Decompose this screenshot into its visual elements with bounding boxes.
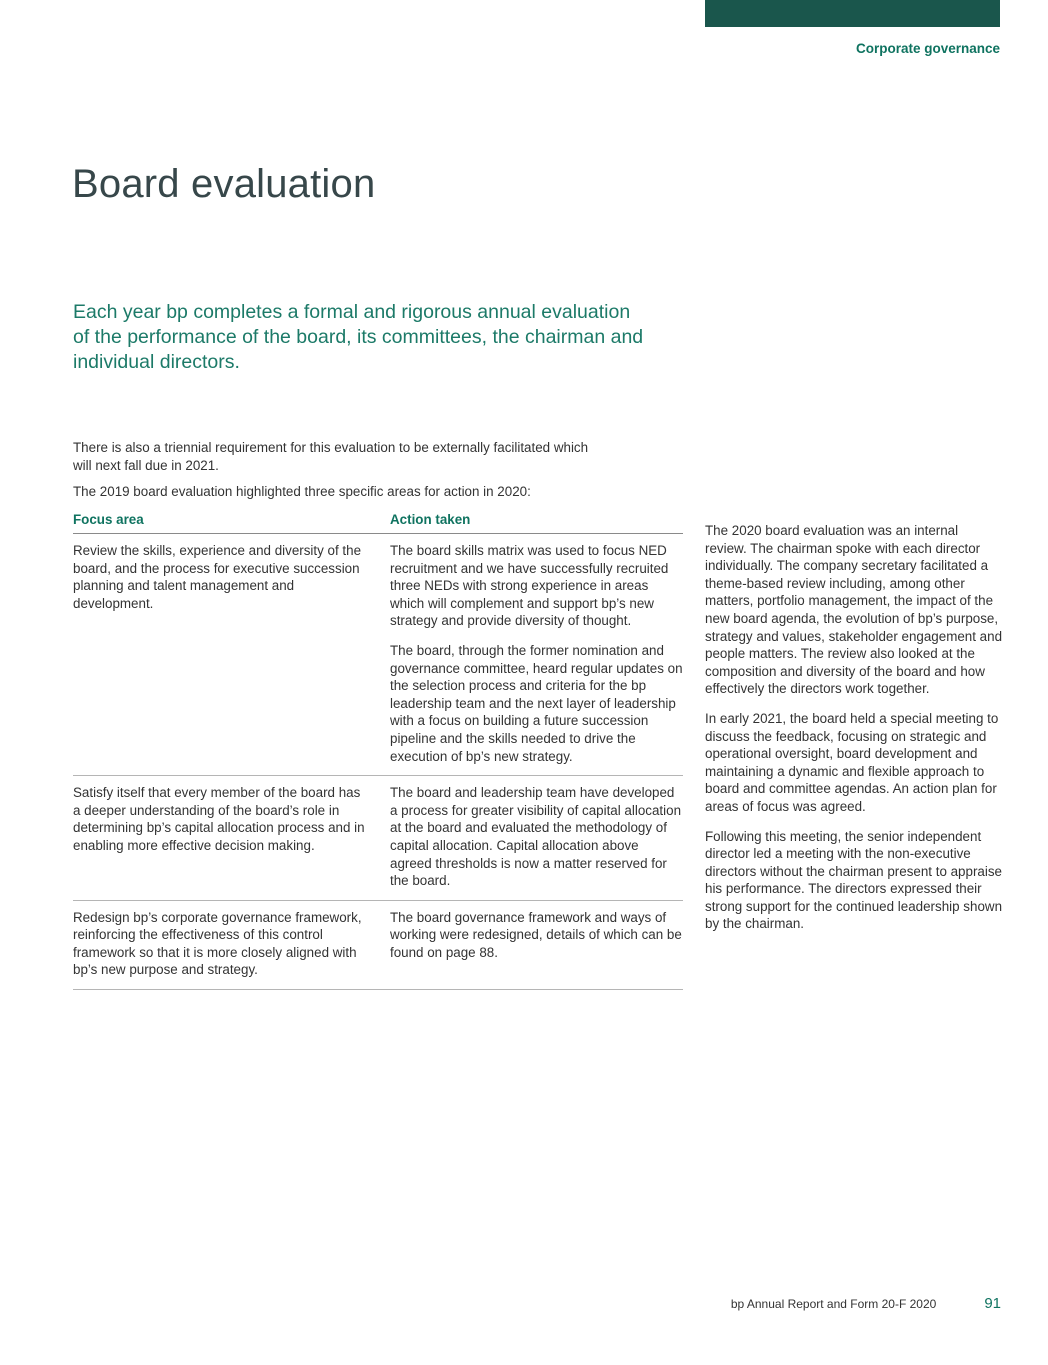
focus-area-cell [73, 542, 390, 765]
action-taken-text: The board, through the former nomination and governance committee, heard regular updates on the selection process and criteria for the bp leadership team and the next layer of leadership with a focus on building a future succession pipeline and the skills needed to drive the execution of bp’s new strategy. [390, 642, 683, 764]
paragraph-2019-evaluation: The 2019 board evaluation highlighted three specific areas for action in 2020: [73, 484, 531, 499]
focus-area-text: Redesign bp’s corporate governance framework, reinforcing the effectiveness of this control framework so that it is more closely aligned with bp’s new purpose and strategy. [73, 909, 362, 978]
section-label: Corporate governance [855, 41, 1000, 56]
table-header-row [73, 512, 683, 534]
action-taken-text: The board skills matrix was used to focus NED recruitment and we have successfully recruited three NEDs with strong experience in areas which will complement and support bp’s new strategy and provide diversity of thought. [390, 543, 669, 629]
focus-area-text: Review the skills, experience and diversity of the board, and the process for executive succession planning and talent management and development. [73, 543, 362, 611]
table-row [73, 776, 683, 901]
intro-statement: Each year bp completes a formal and rigorous annual evaluation of the performance of the board, its committees, the chairman and individual directors. [73, 301, 644, 373]
paragraph-triennial-requirement: There is also a triennial requirement for this evaluation to be externally facilitated which will next fall due in 2021. [73, 440, 589, 473]
table-header-action-taken: Action taken [390, 512, 471, 527]
action-taken-text: The board governance framework and ways of working were redesigned, details of which can be found on page 88. [390, 909, 682, 960]
sidebar-paragraph-senior-independent-director: Following this meeting, the senior independent director led a meeting with the non-executive directors without the chairman present to appraise his performance. The directors expressed their strong support for the continued leadership shown by the chairman. [705, 828, 1003, 932]
focus-area-cell [73, 909, 390, 979]
footer-report-title: bp Annual Report and Form 20-F 2020 [730, 1297, 937, 1311]
action-taken-cell [390, 909, 683, 979]
action-taken-text: The board and leadership team have developed a process for greater visibility of capital allocation at the board and evaluated the methodology of capital allocation. Capital allocation above agreed thresholds is now a matter reserved for the board. [390, 785, 682, 889]
page-number: 91 [984, 1295, 1001, 1312]
focus-area-cell [73, 784, 390, 890]
table-row [73, 534, 683, 776]
section-color-bar [705, 0, 1000, 27]
table-header-focus-area: Focus area [73, 512, 144, 527]
focus-area-text: Satisfy itself that every member of the board has a deeper understanding of the board’s role in determining bp’s capital allocation process and in enabling more effective decision making. [73, 785, 365, 853]
table-row [73, 901, 683, 990]
action-taken-cell [390, 542, 683, 765]
sidebar-paragraph-early-2021-meeting: In early 2021, the board held a special meeting to discuss the feedback, focusing on strategic and operational oversight, board development and maintaining a dynamic and flexible approach to board and committee agendas. An action plan for areas of focus was agreed. [705, 710, 999, 814]
right-column [705, 522, 1003, 945]
page-footer [705, 1295, 1001, 1312]
action-taken-cell [390, 784, 683, 890]
page-title: Board evaluation [72, 162, 376, 206]
sidebar-paragraph-2020-evaluation: The 2020 board evaluation was an internal review. The chairman spoke with each director individually. The company secretary facilitated a theme-based review including, among other matters, portfolio management, the impact of the new board agenda, the evolution of bp’s purpose, strategy and values, stakeholder engagement and people matters. The review also looked at the composition and diversity of the board and how effectively the directors work together. [705, 523, 1003, 697]
focus-action-table [73, 512, 683, 990]
